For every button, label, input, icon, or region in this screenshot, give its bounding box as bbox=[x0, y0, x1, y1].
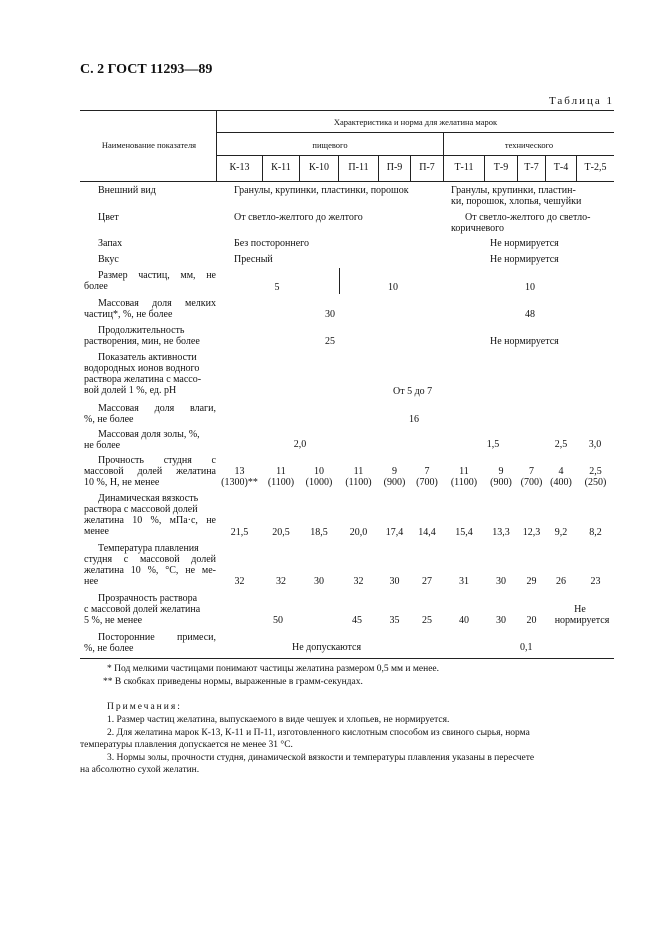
footnote-2: ** В скобках приведены нормы, выраженные в грамм-секундах. bbox=[103, 677, 363, 687]
strength-gs-value-4: (900) bbox=[383, 477, 406, 488]
taste-food: Пресный bbox=[234, 254, 273, 265]
label-line: %, не более bbox=[84, 414, 134, 425]
row-label-taste: Вкус bbox=[98, 254, 119, 265]
row-label-ph bbox=[84, 352, 216, 396]
color-tech-line1: От светло-желтого до светло- bbox=[465, 212, 591, 223]
ph-value: От 5 до 7 bbox=[393, 386, 433, 397]
transparency-t11: 40 bbox=[459, 615, 469, 626]
melting-value-5: 27 bbox=[422, 576, 432, 587]
strength-gs-value-7: (900) bbox=[490, 477, 512, 488]
row-label-strength bbox=[84, 455, 216, 488]
transparency-t9: 30 bbox=[496, 615, 506, 626]
strength-value-3: 11 bbox=[353, 466, 364, 477]
strength-value-2: 10 bbox=[314, 466, 324, 477]
label-line: нее bbox=[84, 576, 99, 587]
row-label-melting bbox=[84, 543, 216, 587]
label-line: с массовой долей желатина bbox=[84, 604, 201, 615]
strength-value-9: 4 bbox=[558, 466, 564, 477]
transparency-p11: 45 bbox=[352, 615, 362, 626]
melting-value-2: 30 bbox=[314, 576, 324, 587]
label-line: Массовая доля влаги, bbox=[98, 403, 216, 414]
food-header: пищевого bbox=[312, 140, 348, 150]
label-line: Массовая доля мелких bbox=[98, 298, 216, 309]
strength-value-0: 13 bbox=[234, 466, 245, 477]
label-line: вой долей 1 %, ед. pH bbox=[84, 385, 177, 396]
viscosity-value-4: 17,4 bbox=[385, 527, 404, 538]
footnote-1: * Под мелкими частицами понимают частицы желатина размером 0,5 мм и менее. bbox=[107, 664, 440, 674]
melting-value-0: 32 bbox=[234, 576, 245, 587]
note-3: 3. Нормы золы, прочности студня, динамической вязкости и температуры плавления указаны в пересчете bbox=[107, 753, 535, 763]
brand-t9: Т-9 bbox=[493, 162, 509, 173]
melting-value-3: 32 bbox=[353, 576, 364, 587]
strength-gs-value-1: (1100) bbox=[267, 477, 295, 488]
smell-tech: Не нормируется bbox=[490, 238, 559, 249]
melting-value-1: 32 bbox=[276, 576, 286, 587]
viscosity-value-2: 18,5 bbox=[310, 527, 328, 538]
table-bottom-rule bbox=[80, 658, 614, 659]
fines-food: 30 bbox=[325, 309, 335, 320]
strength-gs-value-2: (1000) bbox=[305, 477, 333, 488]
page-header: С. 2 ГОСТ 11293—89 bbox=[80, 62, 213, 77]
viscosity-value-9: 9,2 bbox=[554, 527, 568, 538]
brand-p11: П-11 bbox=[348, 162, 369, 173]
strength-gs-value-6: (1100) bbox=[450, 477, 478, 488]
brand-t7: Т-7 bbox=[524, 162, 539, 173]
viscosity-value-6: 15,4 bbox=[455, 527, 473, 538]
table-caption: Таблица 1 bbox=[548, 95, 614, 107]
note-1: 1. Размер частиц желатина, выпускаемого в виде чешуек и хлопьев, не нормируется. bbox=[107, 715, 450, 725]
row-label-ash bbox=[84, 429, 216, 451]
row-label-smell: Запах bbox=[98, 238, 123, 249]
row-label-duration bbox=[84, 325, 216, 347]
strength-value-4: 9 bbox=[392, 466, 397, 477]
viscosity-value-0: 21,5 bbox=[230, 527, 249, 538]
viscosity-value-5: 14,4 bbox=[418, 527, 436, 538]
row-label-moisture bbox=[84, 403, 216, 425]
row-label-transparency bbox=[84, 593, 216, 626]
particle-t: 10 bbox=[525, 282, 535, 293]
viscosity-value-1: 20,5 bbox=[272, 527, 290, 538]
fines-tech: 48 bbox=[525, 309, 535, 320]
brand-k10: К-10 bbox=[309, 162, 329, 173]
transparency-t7: 20 bbox=[526, 615, 537, 626]
viscosity-value-10: 8,2 bbox=[589, 527, 602, 538]
group-header: Характеристика и норма для желатина марок bbox=[333, 117, 498, 127]
particle-k: 5 bbox=[274, 282, 280, 293]
label-line: Продолжительность bbox=[98, 325, 185, 336]
appearance-tech-line2: ки, порошок, хлопья, чешуйки bbox=[451, 196, 582, 207]
label-line: раствора с массовой долей bbox=[84, 504, 198, 515]
ash-food: 2,0 bbox=[293, 439, 307, 450]
viscosity-value-3: 20,0 bbox=[349, 527, 368, 538]
ash-tech: 1,5 bbox=[486, 439, 500, 450]
label-line: желатина 10 %, мПа·с, не bbox=[84, 515, 216, 526]
brand-t11: Т-11 bbox=[454, 162, 474, 173]
melting-value-10: 23 bbox=[590, 576, 601, 587]
label-line: не более bbox=[84, 440, 121, 451]
header-bottom-rule bbox=[80, 181, 614, 182]
label-line: частиц*, %, не более bbox=[84, 309, 173, 320]
impurities-tech: 0,1 bbox=[520, 642, 533, 653]
label-line: раствора желатина с массо- bbox=[84, 374, 202, 385]
strength-gs-value-3: (1100) bbox=[345, 477, 372, 488]
strength-value-6: 11 bbox=[459, 466, 469, 477]
smell-food: Без постороннего bbox=[234, 238, 310, 249]
label-line: Динамическая вязкость bbox=[98, 493, 199, 504]
label-line: Показатель активности bbox=[98, 352, 197, 363]
label-line: Температура плавления bbox=[98, 543, 199, 554]
label-line: Прозрачность раствора bbox=[98, 593, 198, 604]
transparency-p7: 25 bbox=[422, 615, 432, 626]
subgroup-rule bbox=[216, 155, 614, 156]
duration-tech: Не нормируется bbox=[490, 336, 559, 347]
color-food: От светло-желтого до желтого bbox=[234, 212, 363, 223]
note-2: 2. Для желатина марок К-13, К-11 и П-11, изготовленного кислотным способом из свиного сырья, норма bbox=[107, 728, 530, 738]
label-line: 5 %, не менее bbox=[84, 615, 143, 626]
group-rule bbox=[216, 132, 614, 133]
taste-tech: Не нормируется bbox=[490, 254, 559, 265]
strength-gs-value-10: (250) bbox=[584, 477, 607, 488]
table-top-rule bbox=[80, 110, 614, 111]
row-label-fines bbox=[84, 298, 216, 320]
note-2-cont: температуры плавления допускается не менее 31 °С. bbox=[80, 740, 293, 750]
row-label-color: Цвет bbox=[98, 212, 119, 223]
brand-p7: П-7 bbox=[419, 162, 435, 173]
row-label-viscosity bbox=[84, 493, 216, 537]
strength-gs-value-8: (700) bbox=[520, 477, 543, 488]
transparency-tlast-line1: Не bbox=[574, 604, 586, 615]
strength-value-7: 9 bbox=[498, 466, 504, 477]
brand-k11: К-11 bbox=[271, 162, 291, 173]
melting-value-6: 31 bbox=[459, 576, 469, 587]
viscosity-value-7: 13,3 bbox=[492, 527, 510, 538]
label-line: водородных ионов водного bbox=[84, 363, 200, 374]
label-line: 10 %, Н, не менее bbox=[84, 477, 160, 488]
brand-p9: П-9 bbox=[386, 162, 403, 173]
duration-food: 25 bbox=[325, 336, 335, 347]
tech-header: технического bbox=[504, 140, 554, 150]
viscosity-value-8: 12,3 bbox=[522, 527, 541, 538]
strength-value-1: 11 bbox=[276, 466, 286, 477]
col-name-header: Наименование показателя bbox=[101, 140, 197, 150]
label-line: Прочность студня с bbox=[98, 455, 216, 466]
brand-k13: К-13 bbox=[229, 162, 250, 173]
transparency-tlast-line2: нормируется bbox=[554, 615, 610, 626]
label-line: Размер частиц, мм, не bbox=[98, 270, 216, 281]
melting-value-4: 30 bbox=[389, 576, 400, 587]
label-line: растворения, мин, не более bbox=[84, 336, 200, 347]
moisture-value: 16 bbox=[409, 414, 419, 425]
label-line: менее bbox=[84, 526, 109, 537]
appearance-food: Гранулы, крупинки, пластинки, порошок bbox=[234, 185, 409, 196]
label-line: желатина 10 %, °С, не ме- bbox=[84, 565, 216, 576]
ash-t4: 2,5 bbox=[554, 439, 568, 450]
row-label-impurities bbox=[84, 632, 216, 654]
strength-value-10: 2,5 bbox=[589, 466, 602, 477]
row-label-particle bbox=[84, 270, 216, 292]
melting-value-7: 30 bbox=[496, 576, 506, 587]
label-line: более bbox=[84, 281, 108, 292]
transparency-p9: 35 bbox=[389, 615, 400, 626]
label-line: Посторонние примеси, bbox=[98, 632, 216, 643]
notes-title: Примечания: bbox=[107, 702, 182, 712]
brand-t25: Т-2,5 bbox=[584, 162, 607, 173]
label-line: %, не более bbox=[84, 643, 134, 654]
impurities-food: Не допускаются bbox=[292, 642, 362, 653]
particle-p: 10 bbox=[388, 282, 398, 293]
label-line: массовой долей желатина bbox=[84, 466, 216, 477]
strength-gs-value-9: (400) bbox=[550, 477, 572, 488]
label-line: студня с массовой долей bbox=[84, 554, 216, 565]
strength-gs-value-0: (1300)** bbox=[221, 477, 258, 488]
note-3-cont: на абсолютно сухой желатин. bbox=[80, 765, 200, 775]
transparency-k: 50 bbox=[273, 615, 283, 626]
melting-value-8: 29 bbox=[526, 576, 537, 587]
particle-divider bbox=[339, 268, 340, 294]
brand-t4: Т-4 bbox=[553, 162, 569, 173]
strength-value-8: 7 bbox=[529, 466, 534, 477]
strength-value-5: 7 bbox=[424, 466, 430, 477]
row-label-appearance: Внешний вид bbox=[98, 185, 156, 196]
label-line: Массовая доля золы, %, bbox=[98, 429, 200, 440]
melting-value-9: 26 bbox=[556, 576, 566, 587]
appearance-tech-line1: Гранулы, крупинки, пластин- bbox=[451, 185, 576, 196]
strength-gs-value-5: (700) bbox=[416, 477, 438, 488]
color-tech-line2: коричневого bbox=[451, 223, 505, 234]
ash-t25: 3,0 bbox=[588, 439, 602, 450]
